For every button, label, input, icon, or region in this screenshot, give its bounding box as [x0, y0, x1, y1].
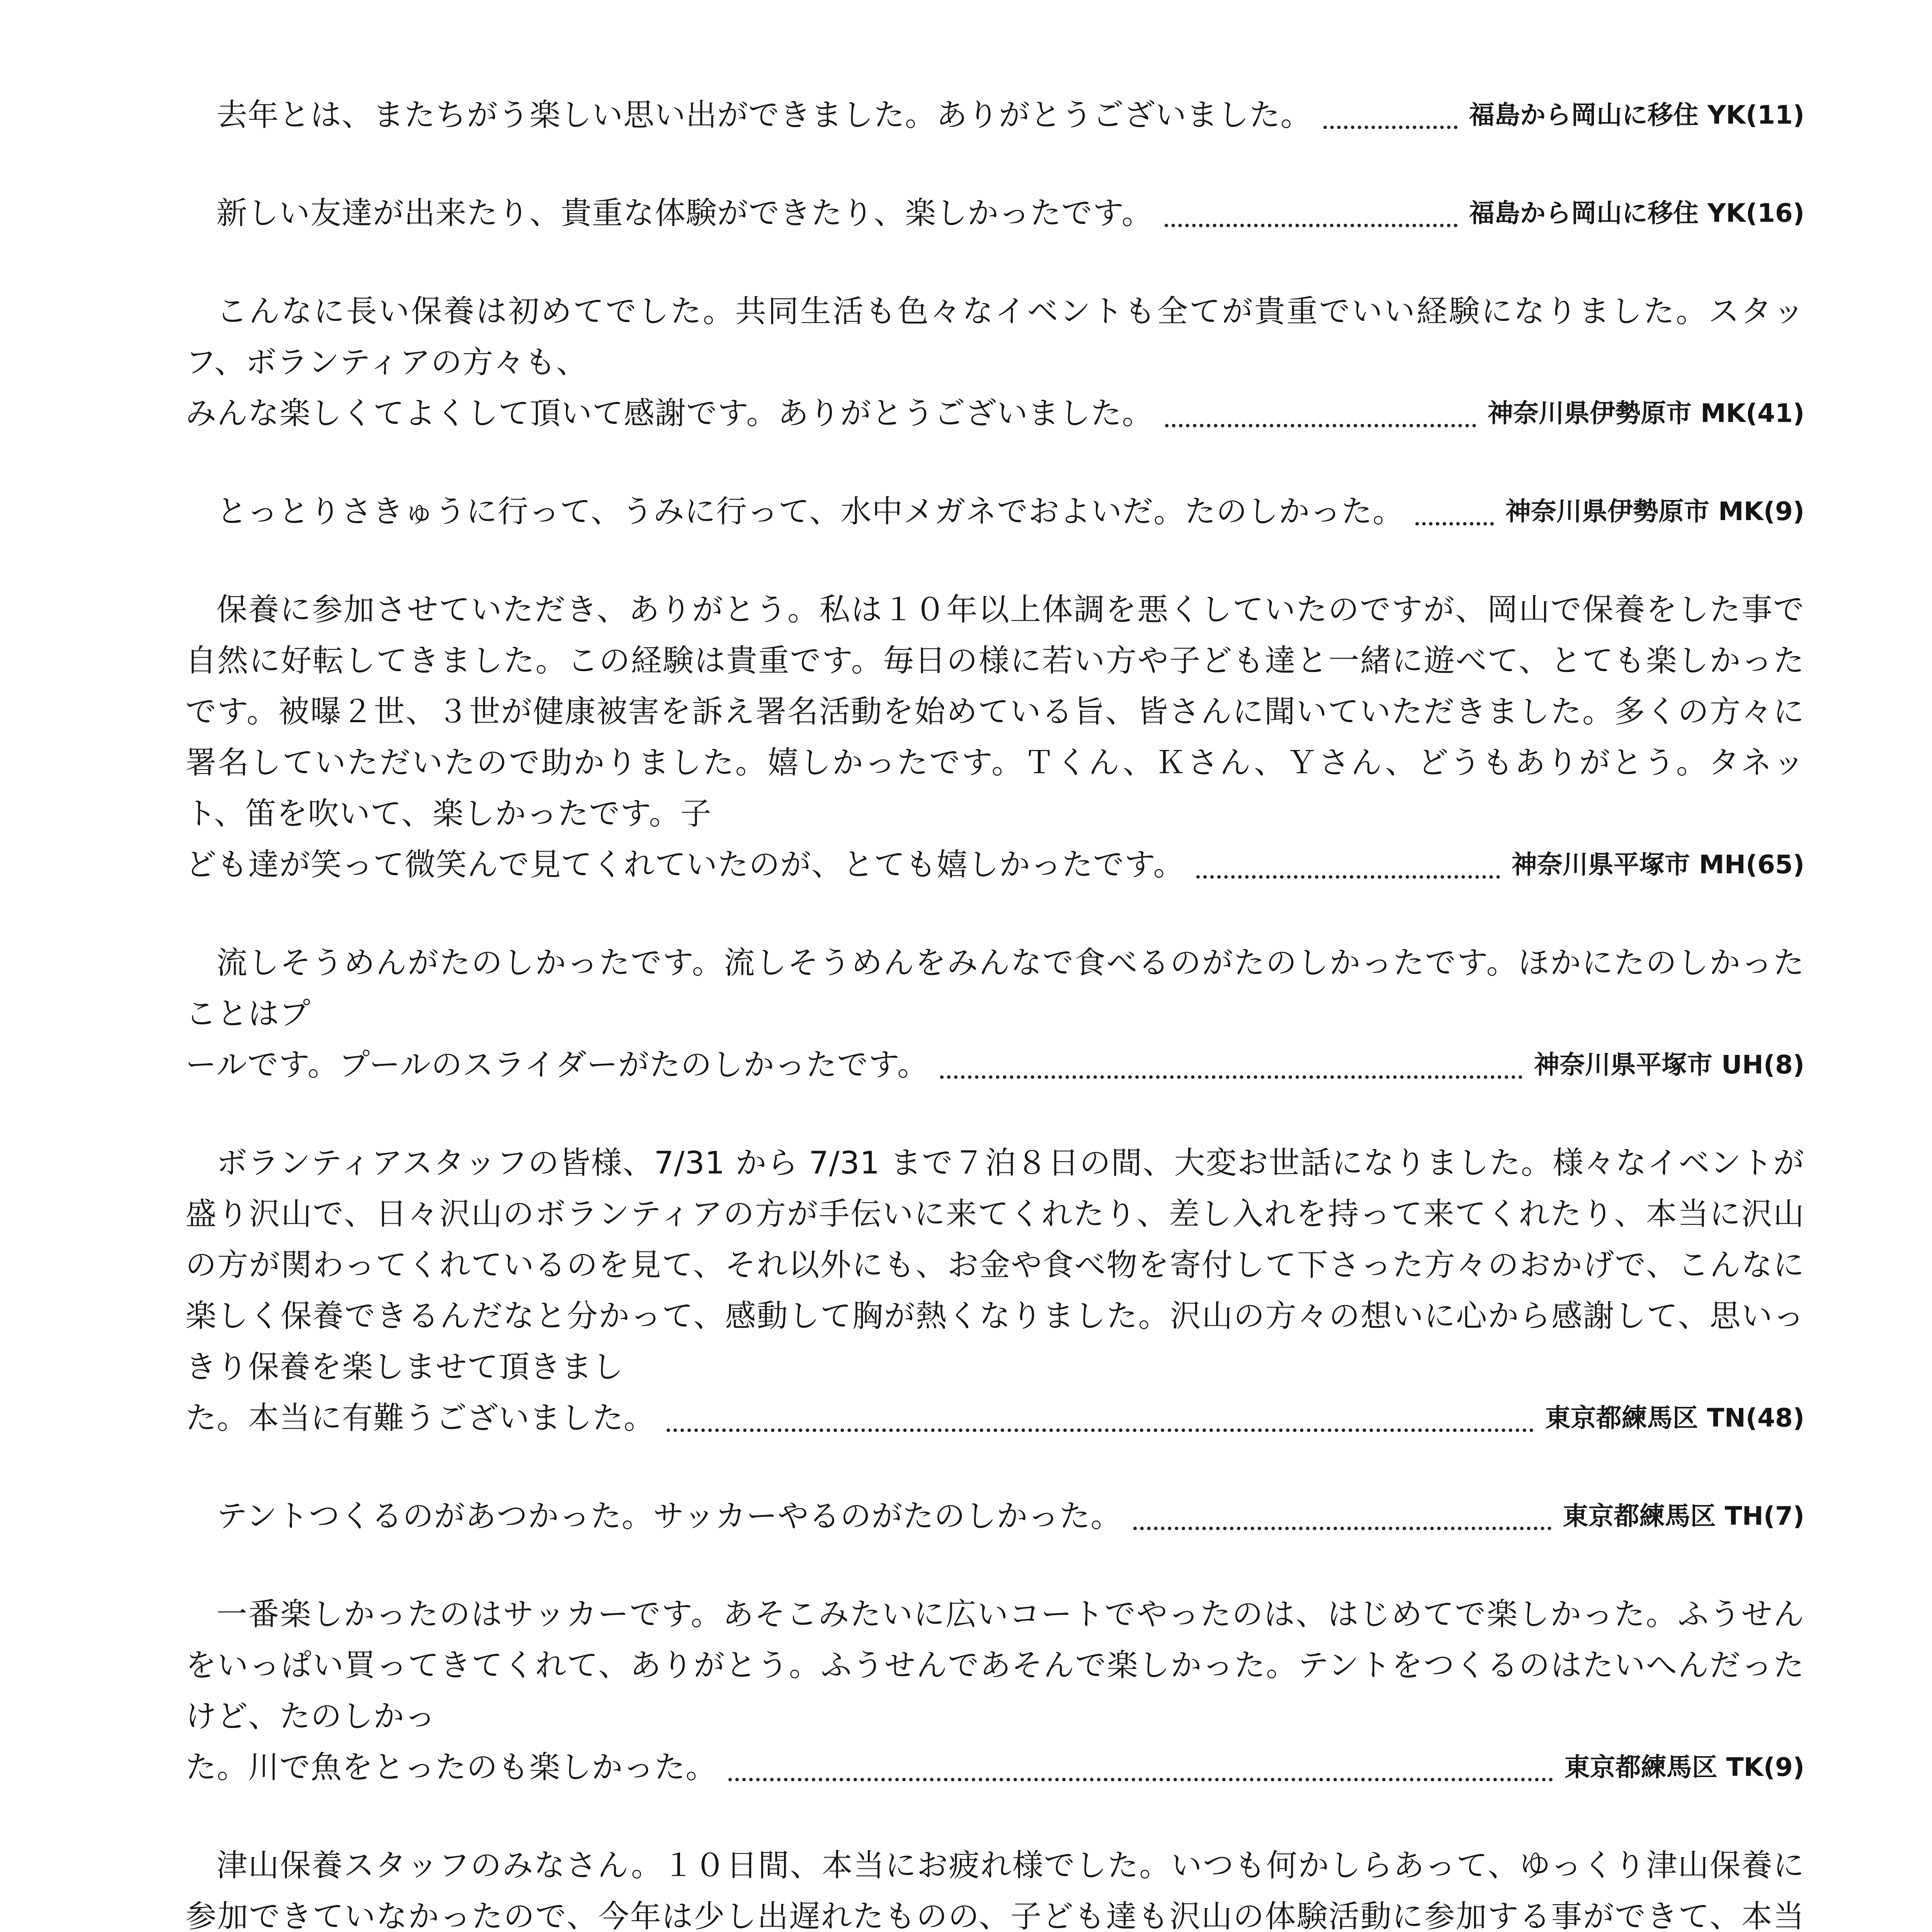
testimonial-signature-row — [185, 90, 1804, 141]
author-signature: 神奈川県平塚市 MH(65) — [1511, 850, 1804, 879]
testimonial-signature-row — [185, 1393, 1804, 1444]
testimonial-body: 津山保養スタッフのみなさん。１０日間、本当にお疲れ様でした。いつも何かしらあって、ゆっくり津山保養に参加できていなかったので、今年は少し出遅れたものの、子ども達も沢山の体験活動に参加する事ができて、本当 — [185, 1847, 1804, 1932]
leader-dots — [1415, 522, 1494, 526]
author-signature: 東京都練馬区 TK(9) — [1564, 1752, 1804, 1782]
testimonial-last-line: テントつくるのがあつかった。サッカーやるのがたのしかった。 — [216, 1498, 1122, 1534]
testimonial-entry — [185, 937, 1804, 1090]
testimonial-signature-row — [185, 1039, 1804, 1090]
testimonial-body: 保養に参加させていただき、ありがとう。私は１０年以上体調を悪くしていたのですが、岡山で保養をした事で自然に好転してきました。この経験は貴重です。毎日の様に若い方や子ども達と一緒に遊べて、とても楽しかったです。被曝２世、３世が健康被害を訴え署名活動を始めている旨、皆さんに聞いていただきました。多くの方々に署名していただいたので助かりました。嬉しかったです。Ｔくん、Ｋさん、Ｙさん、どうもありがとう。タネット、笛を吹いて、楽しかったです。子 — [185, 592, 1804, 832]
testimonial-entry — [185, 1138, 1804, 1444]
author-signature: 東京都練馬区 TH(7) — [1563, 1501, 1804, 1531]
testimonial-entry — [185, 286, 1804, 439]
testimonial-entry — [185, 188, 1804, 239]
testimonial-signature-row — [185, 1742, 1804, 1793]
leader-dots — [940, 1075, 1522, 1079]
author-signature: 神奈川県平塚市 UH(8) — [1534, 1050, 1804, 1080]
testimonial-body: ボランティアスタッフの皆様、7/31 から 7/31 まで７泊８日の間、大変お世話になりました。様々なイベントが盛り沢山で、日々沢山のボランティアの方が手伝いに来てくれたり、差し入れを持って来てくれたり、本当に沢山の方が関わってくれているのを見て、それ以外にも、お金や食べ物を寄付して下さった方々のおかげで、こんなに楽しく保養できるんだなと分かって、感動して胸が熱くなりました。沢山の方々の想いに心から感謝して、思いっきり保養を楽しませて頂きまし — [185, 1145, 1804, 1385]
testimonial-last-line: 去年とは、またちがう楽しい思い出ができました。ありがとうございました。 — [216, 97, 1312, 133]
leader-dots — [1133, 1527, 1551, 1530]
testimonial-entry — [185, 486, 1804, 537]
leader-dots — [728, 1778, 1553, 1781]
leader-dots — [667, 1429, 1534, 1432]
author-signature: 福島から岡山に移住 YK(11) — [1469, 100, 1804, 130]
testimonial-last-line: とっとりさきゅうに行って、うみに行って、水中メガネでおよいだ。たのしかった。 — [216, 493, 1404, 529]
testimonial-signature-row — [185, 486, 1804, 537]
testimonial-entry — [185, 90, 1804, 141]
author-signature: 東京都練馬区 TN(48) — [1545, 1403, 1804, 1433]
testimonial-last-line: ールです。プールのスライダーがたのしかったです。 — [185, 1047, 929, 1083]
testimonial-signature-row — [185, 839, 1804, 890]
author-signature: 神奈川県伊勢原市 MK(41) — [1488, 398, 1804, 428]
testimonial-last-line: た。川で魚をとったのも楽しかった。 — [185, 1749, 717, 1785]
leader-dots — [1165, 424, 1476, 427]
leader-dots — [1165, 224, 1458, 227]
testimonial-last-line: みんな楽しくてよくして頂いて感謝です。ありがとうございました。 — [185, 395, 1153, 431]
testimonial-body: 一番楽しかったのはサッカーです。あそこみたいに広いコートでやったのは、はじめてで楽しかった。ふうせんをいっぱい買ってきてくれて、ありがとう。ふうせんであそんで楽しかった。テントをつくるのはたいへんだったけど、たのしかっ — [185, 1596, 1804, 1734]
testimonial-last-line: た。本当に有難うございました。 — [185, 1400, 655, 1436]
leader-dots — [1323, 126, 1458, 129]
testimonial-last-line: ども達が笑って微笑んで見てくれていたのが、とても嬉しかったです。 — [185, 847, 1185, 883]
author-signature: 福島から岡山に移住 YK(16) — [1469, 198, 1804, 228]
testimonial-last-line: 新しい友達が出来たり、貴重な体験ができたり、楽しかったです。 — [216, 195, 1153, 231]
testimonial-signature-row — [185, 388, 1804, 439]
testimonial-body: こんなに長い保養は初めてでした。共同生活も色々なイベントも全てが貴重でいい経験になりました。スタッフ、ボランティアの方々も、 — [185, 293, 1804, 380]
testimonial-signature-row — [185, 1491, 1804, 1542]
testimonial-entry — [185, 1491, 1804, 1542]
leader-dots — [1196, 875, 1500, 879]
testimonial-signature-row — [185, 188, 1804, 239]
testimonial-entry — [185, 1589, 1804, 1793]
testimonial-body: 流しそうめんがたのしかったです。流しそうめんをみんなで食べるのがたのしかったです。ほかにたのしかったことはプ — [185, 945, 1804, 1032]
author-signature: 神奈川県伊勢原市 MK(9) — [1505, 497, 1804, 526]
testimonial-entry — [185, 1840, 1804, 1932]
testimonial-entry — [185, 584, 1804, 890]
